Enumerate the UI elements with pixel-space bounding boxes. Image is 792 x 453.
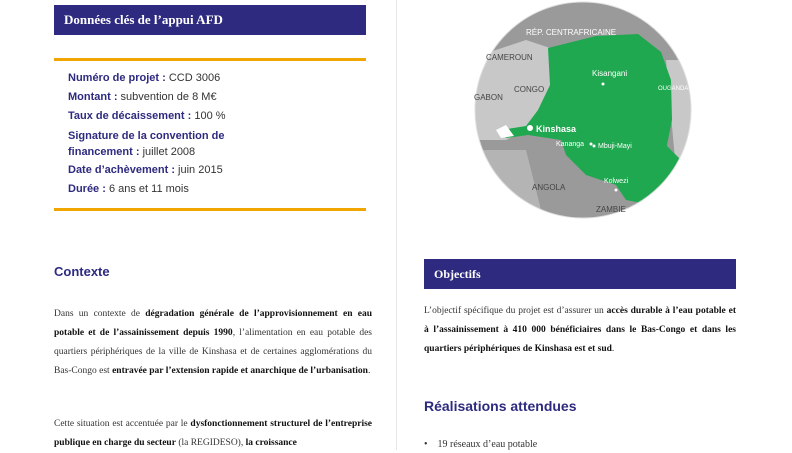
key-data-title: Données clés de l’appui AFD bbox=[64, 12, 223, 27]
key-data-value: CCD 3006 bbox=[168, 72, 221, 84]
map-label-kananga: Kananga bbox=[556, 141, 585, 148]
key-data-item: Signature de la convention de financement : juillet 2008 bbox=[68, 130, 225, 158]
contexte-paragraph-1: Dans un contexte de dégradation générale de l’approvisionnement en eau potable et de l’assainissement depuis 1990, l’alimentation en eau potable des quartiers périphériques de la ville de Kinshasa et de certaines agglomérations du Bas-Congo est entravée par l’extension rapide et anarchique de l’urbanisation. bbox=[54, 309, 372, 376]
map-label-kinshasa: Kinshasa bbox=[536, 124, 577, 134]
objectifs-header bbox=[424, 259, 736, 289]
key-data-value: juin 2015 bbox=[178, 164, 223, 176]
contexte-paragraph-2: Cette situation est accentuée par le dysfonctionnement structurel de l’entreprise publique en charge du secteur (la REGIDESO), la croissance bbox=[54, 419, 372, 448]
key-data-label: Numéro de projet bbox=[68, 72, 160, 84]
key-data-item: Montant : subvention de 8 M€ bbox=[68, 91, 217, 103]
key-data-value: juillet 2008 bbox=[142, 146, 196, 158]
contexte-heading: Contexte bbox=[54, 264, 110, 279]
key-data-label: Taux de décaissement bbox=[68, 110, 185, 122]
key-data-label: Durée bbox=[68, 183, 100, 195]
key-data-header bbox=[54, 5, 366, 35]
key-data-value: 6 ans et 11 mois bbox=[108, 183, 189, 195]
key-data-rule-top bbox=[54, 58, 366, 61]
map-point-mbuji bbox=[593, 145, 596, 148]
key-data-item: Numéro de projet : CCD 3006 bbox=[68, 72, 221, 84]
key-data-value: subvention de 8 M€ bbox=[120, 91, 217, 103]
list-item: • 19 réseaux d’eau potable bbox=[424, 439, 537, 450]
realisations-list bbox=[424, 439, 537, 450]
key-data-list bbox=[68, 69, 358, 199]
map-label-ouganda: OUGANDA bbox=[658, 86, 689, 92]
map-label-angola: ANGOLA bbox=[532, 183, 566, 192]
key-data-label: Montant bbox=[68, 91, 111, 103]
map-point-kisangani bbox=[602, 83, 605, 86]
column-divider bbox=[396, 0, 397, 450]
map-point-kolwezi bbox=[615, 189, 618, 192]
key-data-item: Taux de décaissement : 100 % bbox=[68, 110, 226, 122]
map-label-congo: CONGO bbox=[514, 85, 545, 94]
realisations-heading: Réalisations attendues bbox=[424, 398, 577, 414]
key-data-value: 100 % bbox=[194, 110, 226, 122]
map-point-kananga bbox=[590, 143, 593, 146]
map-label-cameroun: CAMEROUN bbox=[486, 53, 533, 62]
drc-map bbox=[466, 0, 700, 230]
map-label-rca: RÉP. CENTRAFRICAINE bbox=[526, 28, 617, 37]
objectifs-title: Objectifs bbox=[434, 266, 481, 281]
key-data-rule-bottom bbox=[54, 208, 366, 211]
key-data-item: Durée : 6 ans et 11 mois bbox=[68, 183, 189, 195]
map-point-kinshasa bbox=[527, 125, 533, 131]
map-label-gabon: GABON bbox=[474, 93, 503, 102]
map-label-zambie: ZAMBIE bbox=[596, 205, 626, 214]
key-data-label: Date d’achèvement bbox=[68, 164, 169, 176]
map-label-kolwezi: Kolwezi bbox=[604, 178, 629, 185]
key-data-item: Date d’achèvement : juin 2015 bbox=[68, 164, 223, 176]
map-label-mbuji: Mbuji-Mayi bbox=[598, 143, 632, 150]
key-data-label: Signature de la convention de financement bbox=[68, 130, 225, 158]
objectifs-paragraph: L’objectif spécifique du projet est d’assurer un accès durable à l’eau potable et à l’assainissement à 410 000 bénéficiaires dans le Bas-Congo et dans les quartiers périphériques de Kinshasa est et sud. bbox=[424, 306, 736, 354]
map-label-kisangani: Kisangani bbox=[592, 69, 628, 78]
